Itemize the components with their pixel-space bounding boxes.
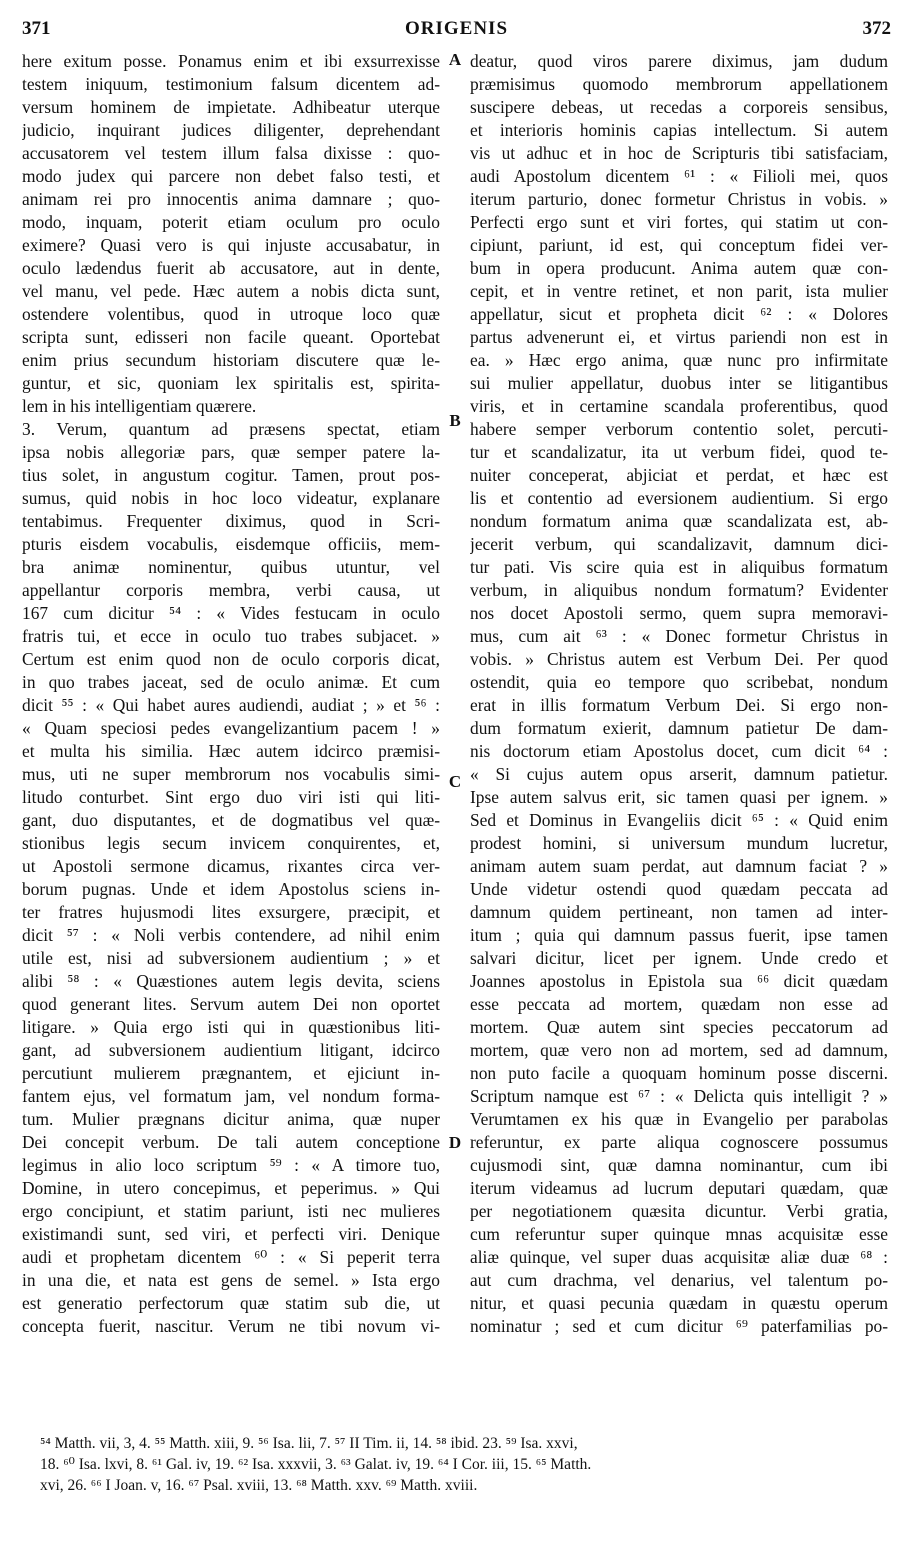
text-line: dum formatum exierit, damnum patietur De dam- [470,718,888,738]
text-line: bum in opera producunt. Anima autem quæ con- [470,258,888,278]
running-header [22,8,891,48]
text-line: iterum parturio, donec formetur Christus in vobis. » [470,189,888,209]
text-line: cum referuntur super quinque mnas acquisitæ esse [470,1224,888,1244]
text-line: legimus in alio loco scriptum ⁵⁹ : « A timore tuo, [22,1155,440,1175]
text-line: nominatur ; sed et cum dicitur ⁶⁹ paterfamilias po- [470,1316,888,1336]
text-line: salvari dicitur, licet per ignem. Unde credo et [470,948,888,968]
text-line: Scriptum namque est ⁶⁷ : « Delicta quis intelligit ? » [470,1086,888,1106]
text-line: oculo lædendus fuerit ab accusatore, aut in dente, [22,258,440,278]
text-line: animam autem suam perdat, aut damnum faciat ? » [470,856,888,876]
margin-letter-b: B [449,411,461,430]
text-line: partus advenerunt ei, et virtus pariendi non est in [470,327,888,347]
text-line: tum. Mulier prægnans dicitur anima, quæ nuper [22,1109,440,1129]
text-line: mortem. Quæ autem sint species peccatorum ad [470,1017,888,1037]
text-line: accusatorem vel testem illum falsa dixisse : quo- [22,143,440,163]
text-line: gant, duo disputantes, et de dogmatibus vel quæ- [22,810,440,830]
text-line: verbum, in aliquibus nondum formatum? Evidenter [470,580,888,600]
text-line: ea. » Hæc ergo anima, quæ nunc pro infirmitate [470,350,888,370]
text-line: ipsa nobis allegoriæ pars, quæ semper patere la- [22,442,440,462]
page-number-right: 372 [862,18,891,39]
text-line: litigare. » Quia ergo isti qui in quæstionibus liti- [22,1017,440,1037]
text-line: Ipse autem salvus erit, sic tamen quasi per ignem. » [470,787,888,807]
text-line: scripta sunt, edisseri non facile queant. Oportebat [22,327,440,347]
text-line: deatur, quod viros parere diximus, jam dudum [470,51,888,71]
text-line: vobis. » Christus autem est Verbum Dei. Per quod [470,649,888,669]
text-line: versum hominem de impietate. Adhibeatur uterque [22,97,440,117]
text-line: 3. Verum, quantum ad præsens spectat, etiam [22,419,440,439]
text-line: eximere? Quasi vero is qui injuste accusabatur, in [22,235,440,255]
text-line: tur et scandalizatur, ita ut verbum fidei, quod te- [470,442,888,462]
footnote-line: xvi, 26. ⁶⁶ I Joan. v, 16. ⁶⁷ Psal. xviii, 13. ⁶⁸ Matth. xxv. ⁶⁹ Matth. xviii. [40,1477,478,1494]
left-text-column [22,50,440,1338]
text-line: mus, cum ait ⁶³ : « Donec formetur Christus in [470,626,888,646]
text-line: non puto facile a quoquam hominum posse discerni. [470,1063,888,1083]
text-line: sui mulier appellatur, duobus inter se litigantibus [470,373,888,393]
text-line: iterum videamus ad lucrum deputari quædam, quæ [470,1178,888,1198]
text-line: tentabimus. Frequenter diximus, quod in Scri- [22,511,440,531]
text-line: Verumtamen ex his quæ in Evangelio per parabolas [470,1109,888,1129]
text-line: esse peccata ad mortem, quædam non esse ad [470,994,888,1014]
text-line: viris, et in certamine scandala proferentibus, quod [470,396,888,416]
text-line: suscipere debeas, ut recedas a corporeis sensibus, [470,97,888,117]
text-line: percutiunt mulierem prægnantem, et ejiciunt in- [22,1063,440,1083]
text-line: guntur, et sic, quoniam lex spiritalis est, spirita- [22,373,440,393]
text-line: Domine, in utero concepimus, et peperimus. » Qui [22,1178,440,1198]
text-line: damnum quidem pertineant, non tamen ad inter- [470,902,888,922]
text-line: modo, inquam, poterit etiam oculum pro oculo [22,212,440,232]
text-line: aut cum drachma, vel denarius, vel talentum po- [470,1270,888,1290]
text-line: testem iniquum, testimonium falsum dicentem ad- [22,74,440,94]
text-line: gant, ad subversionem audientium litigant, idcirco [22,1040,440,1060]
text-line: ostendit, quia eo tempore quo scribebat, nondum [470,672,888,692]
text-line: vis ut adhuc et in hoc de Scripturis tibi satisfaciam, [470,143,888,163]
text-line: Perfecti ergo sunt et viri fortes, qui statim ut con- [470,212,888,232]
footnotes [40,1433,889,1496]
text-line: quod generant lites. Servum autem Dei non oportet [22,994,440,1014]
text-line: judicio, inquirant judices diligenter, deprehendant [22,120,440,140]
text-line: « Quam speciosi pedes evangelizantium pacem ! » [22,718,440,738]
text-line: nitur, et quasi pecunia quædam in quæstu operum [470,1293,888,1313]
text-line: præmisimus quomodo membrorum appellationem [470,74,888,94]
text-line: cipiunt, pariunt, id est, qui conceptum fidei ver- [470,235,888,255]
text-line: vel manu, vel pede. Hæc autem a nobis dicta sunt, [22,281,440,301]
text-line: borum pugnas. Unde et idem Apostolus sciens in- [22,879,440,899]
text-line: audi Apostolum dicentem ⁶¹ : « Filioli mei, quos [470,166,888,186]
text-line: cepit, et in ventre retinet, et non parit, ista mulier [470,281,888,301]
text-line: habere semper verborum contentio solet, percuti- [470,419,888,439]
text-line: bra animæ nominentur, quibus utuntur, vel [22,557,440,577]
footnote-line: ⁵⁴ Matth. vii, 3, 4. ⁵⁵ Matth. xiii, 9. ⁵⁶ Isa. lii, 7. ⁵⁷ II Tim. ii, 14. ⁵⁸ ibid. 23. ⁵⁹ Isa. xxvi, [40,1435,578,1452]
text-line: tur pati. Vis scire quia est in aliquibus formatum [470,557,888,577]
text-line: appellatur, sicut et propheta dicit ⁶² : « Dolores [470,304,888,324]
page-number-left: 371 [22,18,51,39]
text-line: fantem ejus, vel formatum jam, vel nondum forma- [22,1086,440,1106]
text-line: sumus, quid nobis in hoc loco videatur, explanare [22,488,440,508]
text-line: Unde videtur ostendi quod quædam peccata ad [470,879,888,899]
text-line: nondum formatum anima quæ scandalizata est, ab- [470,511,888,531]
text-line: et multa his similia. Hæc autem idcirco præmisi- [22,741,440,761]
text-line: Dei concepit verbum. De tali autem conceptione [22,1132,440,1152]
text-line: lem in his intelligentiam quærere. [22,396,257,416]
text-line: utile est, nisi ad subversionem audientium ; » et [22,948,440,968]
text-line: animam rei pro innocentis anima damnare ; quo- [22,189,440,209]
text-line: jecerit verbum, qui scandalizavit, damnum dici- [470,534,888,554]
margin-letter-d: D [448,1133,462,1152]
text-line: Joannes apostolus in Epistola sua ⁶⁶ dicit quædam [470,971,888,991]
text-line: dicit ⁵⁵ : « Qui habet aures audiendi, audiat ; » et ⁵⁶ : [22,695,440,715]
text-line: appellantur corporis membra, verbi causa, ut [22,580,440,600]
text-line: mus, uti ne super membrorum nos vocabulis simi- [22,764,440,784]
right-text-column [470,50,888,1338]
text-line: modo judex qui parcere non debet falso testi, et [22,166,440,186]
text-line: est generatio perfectorum quæ statim sub die, ut [22,1293,440,1313]
text-line: concepta fuerit, nascitur. Verum ne tibi novum vi- [22,1316,440,1336]
text-line: enim prius secundum historiam discutere quæ le- [22,350,440,370]
text-line: mortem, quæ vero non ad mortem, sed ad damnum, [470,1040,888,1060]
text-line: Sed et Dominus in Evangeliis dicit ⁶⁵ : « Quid enim [470,810,888,830]
text-line: referuntur, ex parte aliqua cognoscere possumus [470,1132,888,1152]
running-title: ORIGENIS [404,18,509,39]
text-line: nos docet Apostoli sermo, quem supra memoravi- [470,603,888,623]
text-line: dicit ⁵⁷ : « Noli verbis contendere, ad nihil enim [22,925,440,945]
text-line: existimandi sunt, sed viri, et perfecti viri. Denique [22,1224,440,1244]
text-line: ostendere volentibus, quod in utroque loco quæ [22,304,440,324]
footnote-line: 18. ⁶⁰ Isa. lxvi, 8. ⁶¹ Gal. iv, 19. ⁶² Isa. xxxvii, 3. ⁶³ Galat. iv, 19. ⁶⁴ I Cor. iii, 15. ⁶⁵ Matth. [40,1456,592,1473]
text-line: cujusmodi sint, quæ damna nominantur, cum ibi [470,1155,888,1175]
text-line: ergo concipiunt, et statim pariunt, isti nec mulieres [22,1201,440,1221]
text-line: itum ; quia qui damnum passus fuerit, ipse tamen [470,925,888,945]
text-line: Certum est enim quod non de oculo corporis dicat, [22,649,440,669]
text-line: nis doctorum etiam Apostolus docet, cum dicit ⁶⁴ : [470,741,888,761]
text-line: in una die, et nata est gens de semel. » Ista ergo [22,1270,440,1290]
text-line: ter fratres hujusmodi lites exsurgere, præcipit, et [22,902,440,922]
margin-letter-a: A [448,50,462,69]
text-line: erat in illis formatum Verbum Dei. Si ergo non- [470,695,888,715]
text-line: lis et contentio ad eversionem audientium. Si ergo [470,488,888,508]
text-line: prodest homini, si universum mundum lucretur, [470,833,888,853]
text-line: per negotiationem quæsita dicuntur. Verbi gratia, [470,1201,888,1221]
text-line: in quo trabes jaceat, sed de oculo animæ. Et cum [22,672,440,692]
text-line: audi et prophetam dicentem ⁶⁰ : « Si peperit terra [22,1247,440,1267]
text-line: alibi ⁵⁸ : « Quæstiones autem legis devita, sciens [22,971,440,991]
text-line: fratris tui, et ecce in oculo tuo trabes subjacet. » [22,626,440,646]
margin-letter-c: C [448,772,462,791]
text-line: « Si cujus autem opus arserit, damnum patietur. [470,764,888,784]
text-line: litudo conturbet. Sint ergo duo viri isti qui liti- [22,787,440,807]
text-line: et interioris hominis capias intellectum. Si autem [470,120,888,140]
text-line: 167 cum dicitur ⁵⁴ : « Vides festucam in oculo [22,603,440,623]
text-line: pturis eisdem vocabulis, eisdemque officiis, mem- [22,534,440,554]
text-line: ut Apostoli sermone dicamus, rixantes circa ver- [22,856,440,876]
text-line: nuiter conceperat, abjiciat et perdat, et hæc est [470,465,888,485]
text-line: tius solet, in angustum cogitur. Tamen, prout pos- [22,465,440,485]
text-line: aliæ quinque, vel super duas acquisitæ aliæ duæ ⁶⁸ : [470,1247,888,1267]
text-line: stionibus legis secum invicem conquirentes, et, [22,833,440,853]
text-line: here exitum posse. Ponamus enim et ibi exsurrexisse [22,51,440,71]
